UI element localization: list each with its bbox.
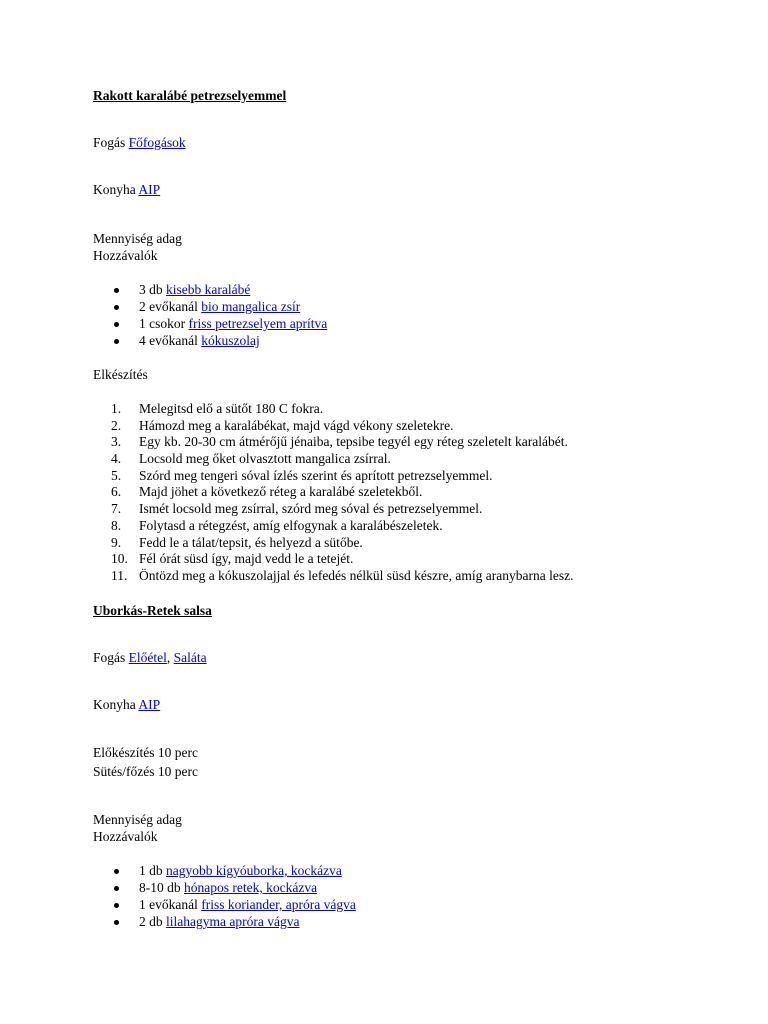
- list-item: [93, 913, 356, 930]
- step-text: Öntözd meg a kókuszolajjal és lefedés nélkül süsd készre, amíg aranybarna lesz.: [139, 567, 574, 583]
- ingredient-link[interactable]: bio mangalica zsír: [201, 299, 301, 314]
- list-item: [93, 400, 573, 417]
- ingredient-qty: 2 evőkanál: [139, 299, 198, 314]
- course-link[interactable]: Főfogások: [128, 135, 186, 150]
- ingredient-link[interactable]: nagyobb kígyóuborka, kockázva: [166, 863, 342, 878]
- step-text: Melegitsd elő a sütőt 180 C fokra.: [139, 401, 324, 416]
- step-text: Folytasd a rétegzést, amíg elfogynak a karalábészeletek.: [139, 517, 443, 533]
- ingredient-qty: 1 csokor: [139, 316, 186, 331]
- step-number: 1.: [111, 401, 122, 416]
- ingredient-qty: 4 evőkanál: [139, 333, 198, 348]
- bullet-icon: [114, 288, 119, 293]
- step-number: 4.: [111, 451, 122, 467]
- course-label: Fogás: [93, 135, 126, 150]
- step-number: 3.: [111, 434, 122, 450]
- step-text: Ismét locsold meg zsírral, szórd meg sóval és petrezselyemmel.: [139, 501, 483, 517]
- recipe-title: Uborkás-Retek salsa: [93, 603, 212, 618]
- ingredient-qty: 8-10 db: [139, 880, 181, 895]
- bullet-icon: [114, 886, 119, 891]
- step-number: 2.: [111, 417, 122, 433]
- step-number: 10.: [111, 551, 128, 567]
- course-label: Fogás: [93, 650, 126, 665]
- bullet-icon: [114, 322, 119, 327]
- list-item: [93, 862, 356, 879]
- step-text: Hámozd meg a karalábékat, majd vágd vékony szeletekre.: [139, 417, 454, 433]
- list-item: [93, 534, 573, 551]
- course-link[interactable]: Saláta: [173, 650, 207, 665]
- step-text: Locsold meg őket olvasztott mangalica zsírral.: [139, 451, 391, 467]
- ingredient-qty: 2 db: [139, 914, 163, 929]
- cuisine-link[interactable]: AIP: [138, 182, 161, 197]
- list-item: [93, 433, 573, 450]
- cuisine-label: Konyha: [93, 697, 136, 712]
- step-text: Egy kb. 20-30 cm átmérőjű jénaiba, tepsibe tegyél egy réteg szeletelt karalábét.: [139, 434, 568, 450]
- ingredient-qty: 3 db: [139, 282, 163, 297]
- step-text: Fél órát süsd így, majd vedd le a tetejét.: [139, 551, 354, 567]
- prep-time: Előkészítés 10 perc: [93, 745, 198, 760]
- ingredient-link[interactable]: friss koriander, apróra vágva: [201, 897, 356, 912]
- list-item: [93, 450, 573, 467]
- cook-time: Sütés/főzés 10 perc: [93, 764, 198, 779]
- step-number: 9.: [111, 534, 122, 550]
- list-item: [93, 332, 327, 349]
- ingredient-link[interactable]: hónapos retek, kockázva: [184, 880, 318, 895]
- step-text: Szórd meg tengeri sóval ízlés szerint és aprított petrezselyemmel.: [139, 467, 493, 483]
- step-text: Fedd le a tálat/tepsit, és helyezd a sütőbe.: [139, 534, 363, 550]
- ingredients-list: [93, 281, 327, 349]
- course-link[interactable]: Előétel: [128, 650, 167, 665]
- ingredients-list: [93, 862, 356, 930]
- ingredients-heading: Hozzávalók: [93, 829, 158, 844]
- cuisine-link[interactable]: AIP: [138, 697, 161, 712]
- ingredient-link[interactable]: friss petrezselyem aprítva: [188, 316, 328, 331]
- list-item: [93, 281, 327, 298]
- list-item: [93, 500, 573, 517]
- list-item: [93, 879, 356, 896]
- list-item: [93, 567, 573, 584]
- method-heading: Elkészítés: [93, 367, 148, 382]
- ingredient-link[interactable]: kókuszolaj: [201, 333, 260, 348]
- servings-text: Mennyiség adag: [93, 812, 182, 827]
- ingredient-qty: 1 db: [139, 863, 163, 878]
- servings-text: Mennyiség adag: [93, 231, 182, 246]
- step-number: 8.: [111, 517, 122, 533]
- ingredient-link[interactable]: lilahagyma apróra vágva: [166, 914, 300, 929]
- cuisine-label: Konyha: [93, 182, 136, 197]
- list-item: [93, 483, 573, 500]
- steps-list: [93, 400, 573, 584]
- list-item: [93, 417, 573, 434]
- recipe-title: Rakott karalábé petrezselyemmel: [93, 88, 287, 103]
- ingredient-qty: 1 evőkanál: [139, 897, 198, 912]
- ingredient-link[interactable]: kisebb karalábé: [166, 282, 251, 297]
- list-item: [93, 896, 356, 913]
- step-number: 11.: [111, 567, 128, 583]
- cuisine-row: [93, 696, 160, 713]
- bullet-icon: [114, 339, 119, 344]
- step-text: Majd jöhet a következő réteg a karalábé szeletekből.: [139, 484, 423, 500]
- bullet-icon: [114, 305, 119, 310]
- step-number: 6.: [111, 484, 122, 500]
- list-item: [93, 550, 573, 567]
- list-item: [93, 467, 573, 484]
- list-item: [93, 315, 327, 332]
- bullet-icon: [114, 869, 119, 874]
- list-item: [93, 517, 573, 534]
- bullet-icon: [114, 903, 119, 908]
- bullet-icon: [114, 920, 119, 925]
- list-item: [93, 298, 327, 315]
- course-separator: ,: [166, 650, 171, 665]
- course-row: [93, 649, 207, 666]
- ingredients-heading: Hozzávalók: [93, 248, 158, 263]
- step-number: 5.: [111, 467, 122, 483]
- course-row: [93, 134, 186, 151]
- cuisine-row: [93, 181, 160, 198]
- step-number: 7.: [111, 501, 122, 517]
